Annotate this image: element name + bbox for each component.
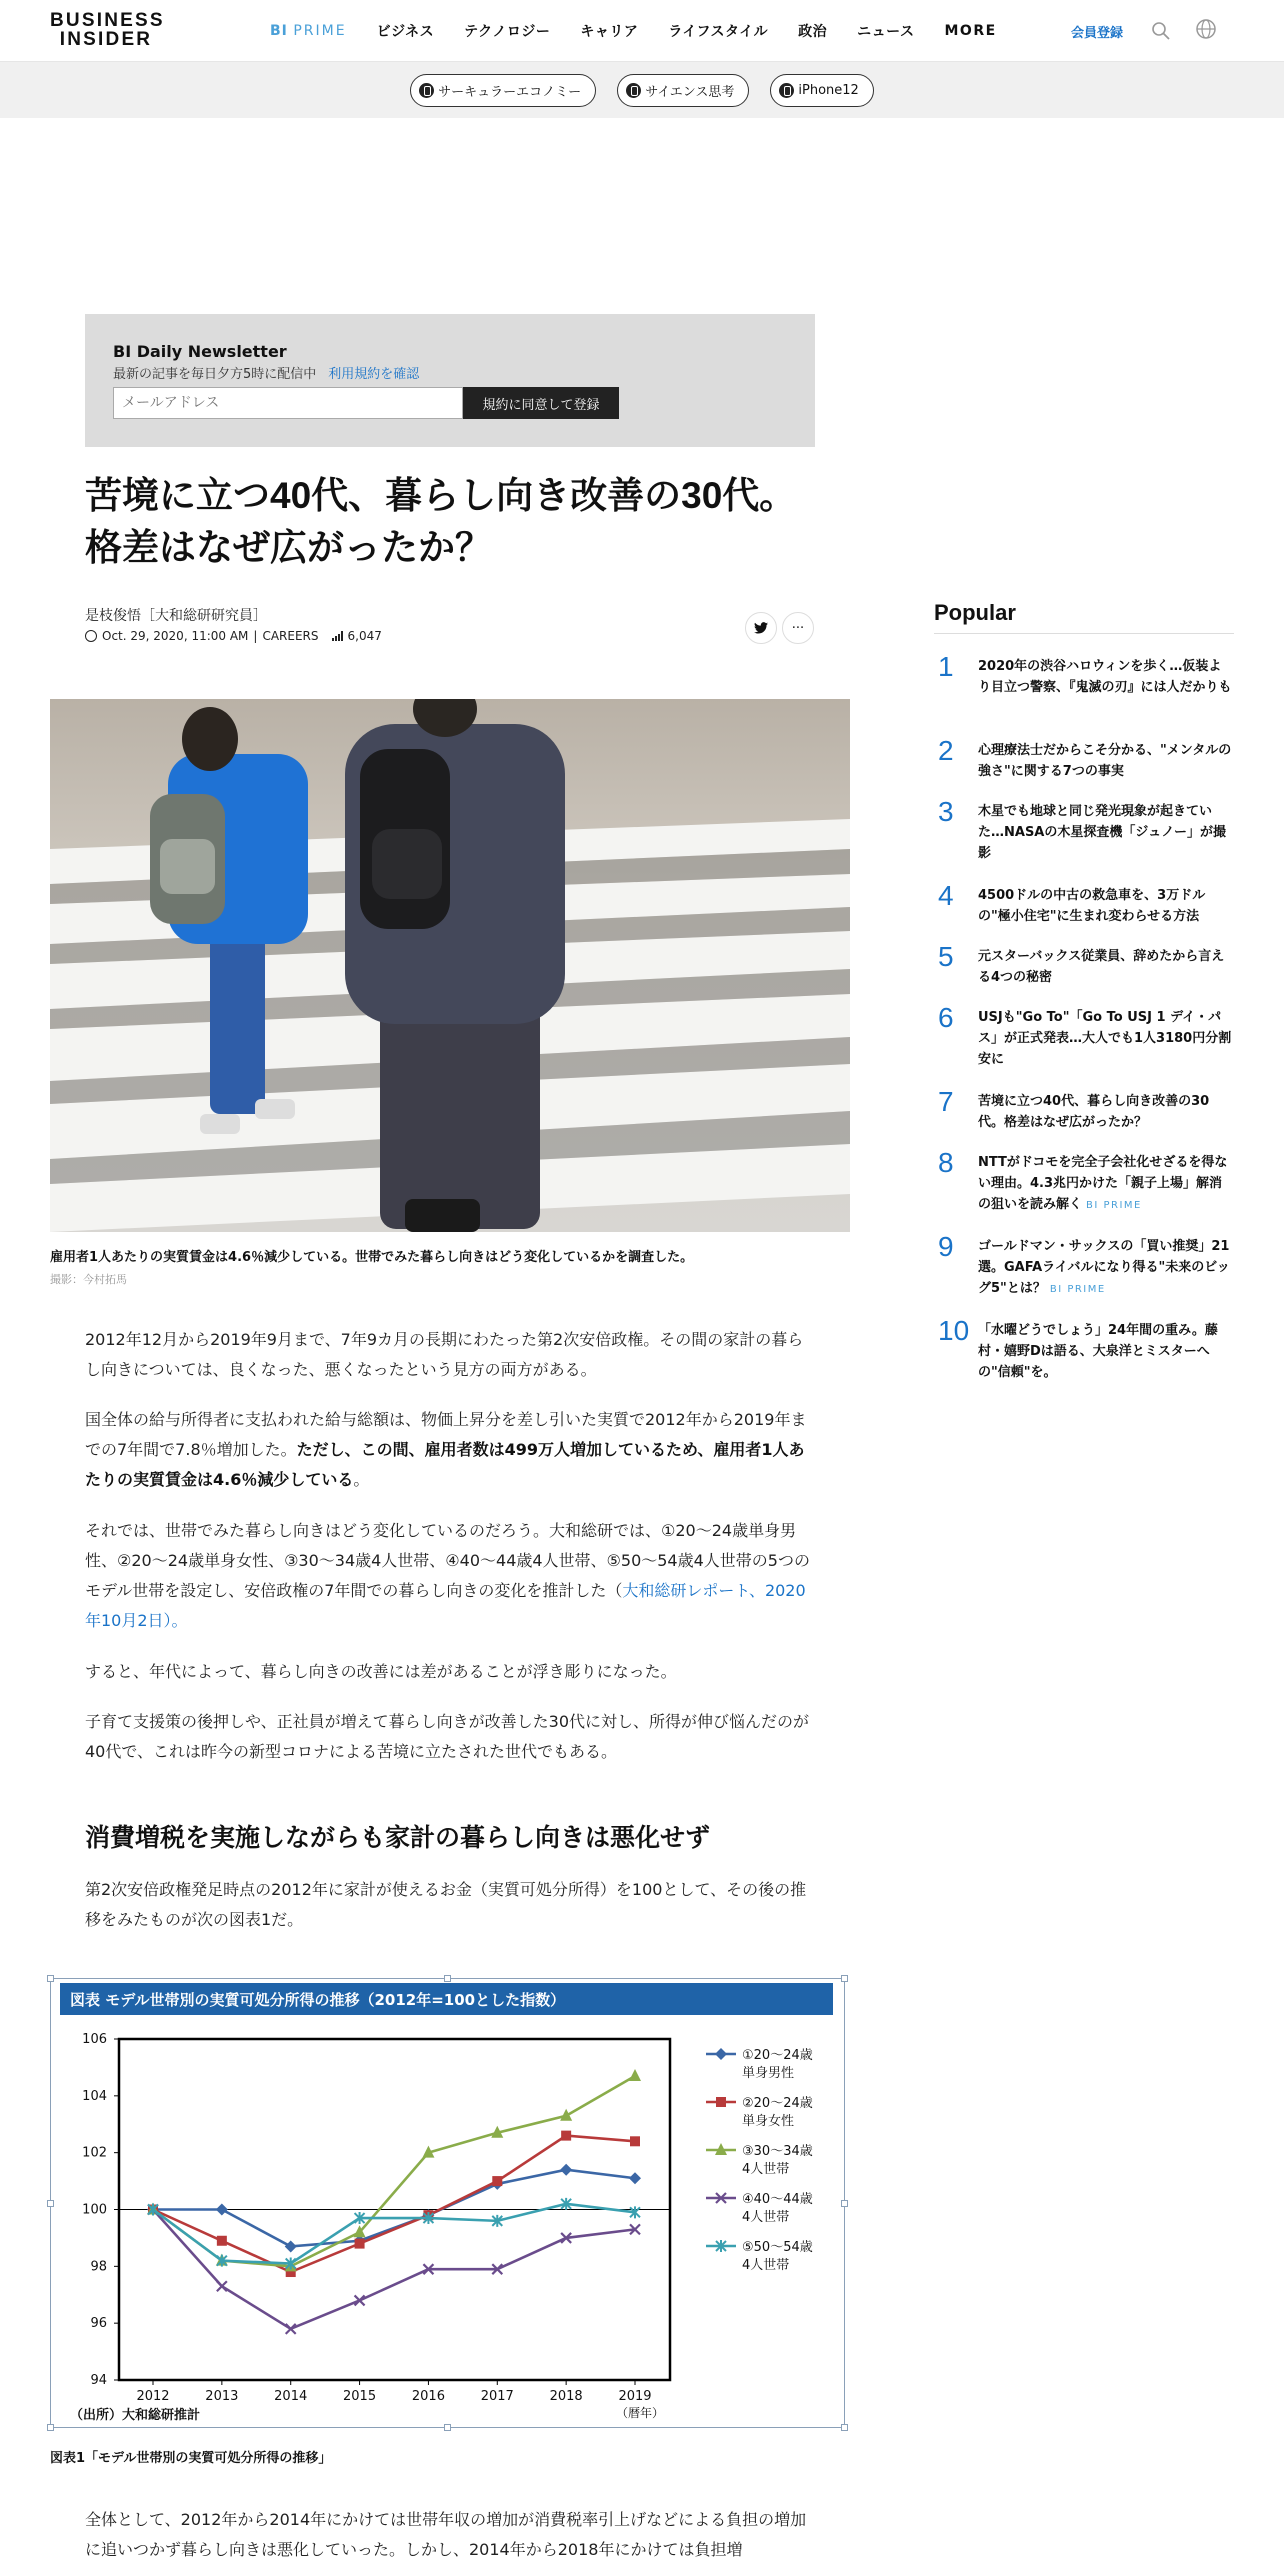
paragraph-1: 2012年12月から2019年9月まで、7年9カ月の長期にわたった第2次安倍政権。その間の家計の暮らし向きについては、良くなった、悪くなったという見方の両方がある。 <box>85 1330 804 1379</box>
data-point-4 <box>286 2324 296 2334</box>
paragraph-7: 全体として、2012年から2014年にかけては世帯年収の増加が消費税率引上げなどによる負担の増加に追いつかず暮らし向きは悪化していった。しかし、2014年から2018年にかけては負担増 <box>85 2510 807 2559</box>
popular-headline-text: USJも"Go To"「Go To USJ 1 デイ・パス」が正式発表…大人でも1人3180円分割安に <box>978 1010 1232 1067</box>
legend-label: ①20〜24歳 <box>742 2048 813 2063</box>
data-point-2 <box>561 2131 571 2141</box>
email-field[interactable] <box>113 387 463 419</box>
x-tick-label: 2018 <box>549 2389 583 2404</box>
x-tick-label: 2017 <box>480 2389 514 2404</box>
site-logo[interactable] <box>50 10 165 50</box>
globe-icon[interactable] <box>1195 18 1217 40</box>
y-tick-label: 96 <box>90 2316 107 2332</box>
data-point-1 <box>285 2240 297 2252</box>
paragraph-2-text: 国全体の給与所得者に支払われた給与総額は、物価上昇分を差し引いた実質で2012年から2019年までの7年間で7.8％増加した。 <box>85 1410 807 1459</box>
paragraph-2 <box>85 1405 810 1495</box>
bi-prime-badge: BI PRIME <box>1049 1284 1106 1295</box>
twitter-icon <box>754 622 768 634</box>
data-point-1 <box>629 2172 641 2184</box>
logo-line-2: INSIDER <box>59 29 153 50</box>
x-tick-label: 2015 <box>343 2389 377 2404</box>
figure-caption: 図表1「モデル世帯別の実質可処分所得の推移」 <box>50 2451 332 2466</box>
bi-prime-badge: BI PRIME <box>1086 1200 1142 1211</box>
topic-label: サーキュラーエコノミー <box>438 84 582 100</box>
topic-label: iPhone12 <box>798 82 859 98</box>
bi-mark: BI <box>270 23 288 39</box>
chart-title: 図表 モデル世帯別の実質可処分所得の推移（2012年=100とした指数） <box>70 1991 566 2009</box>
popular-item[interactable] <box>934 1148 1234 1216</box>
legend-label: 4人世帯 <box>742 2258 790 2273</box>
popular-item[interactable] <box>934 652 1234 698</box>
data-point-4 <box>355 2295 365 2305</box>
data-point-2 <box>492 2176 502 2186</box>
newsletter-title: BI Daily Newsletter <box>113 342 287 361</box>
y-tick-label: 106 <box>82 2032 107 2047</box>
nav-news[interactable]: ニュース <box>857 24 915 40</box>
resize-handle[interactable] <box>47 2200 54 2207</box>
resize-handle[interactable] <box>47 2424 54 2431</box>
prime-mark: PRIME <box>293 23 347 39</box>
terms-link[interactable]: 利用規約を確認 <box>328 367 420 382</box>
search-icon[interactable] <box>1151 21 1171 41</box>
legend-label: 単身女性 <box>742 2114 795 2129</box>
paragraph-4: すると、年代によって、暮らし向きの改善には差があることが浮き彫りになった。 <box>85 1662 677 1681</box>
data-point-2 <box>355 2239 365 2249</box>
data-point-1 <box>216 2204 228 2216</box>
y-tick-label: 94 <box>90 2373 107 2388</box>
popular-headline-text: 4500ドルの中古の救急車を、3万ドルの"極小住宅"に生まれ変わらせる方法 <box>978 888 1206 924</box>
resize-handle[interactable] <box>47 1975 54 1982</box>
popular-headline <box>978 736 1234 782</box>
view-count: 6,047 <box>347 629 382 643</box>
resize-handle[interactable] <box>841 2424 848 2431</box>
paragraph-3 <box>85 1516 810 1636</box>
tag-icon <box>779 83 794 98</box>
popular-headline <box>978 942 1234 988</box>
y-tick-label: 98 <box>90 2259 107 2275</box>
article-meta <box>85 629 382 643</box>
data-point-2 <box>217 2236 227 2246</box>
paragraph-2-end: 。 <box>353 1470 370 1489</box>
photo-credit: 撮影：今村拓馬 <box>50 1273 127 1286</box>
section-heading: 消費増税を実施しながらも家計の暮らし向きは悪化せず <box>85 1824 711 1852</box>
x-tick-label: 2019 <box>618 2389 652 2404</box>
topic-label: サイエンス思考 <box>645 84 735 100</box>
ellipsis-icon: ··· <box>791 620 805 636</box>
publish-date: Oct. 29, 2020, 11:00 AM <box>102 629 249 643</box>
popular-item[interactable] <box>934 736 1234 782</box>
popular-rank: 2 <box>938 735 954 766</box>
popular-item[interactable] <box>934 1232 1234 1300</box>
newsletter-subtitle <box>113 363 419 382</box>
legend-label: 単身男性 <box>742 2066 795 2081</box>
popular-headline-text: 元スターバックス従業員、辞めたから言える4つの秘密 <box>978 949 1225 985</box>
y-tick-label: 100 <box>82 2202 107 2218</box>
y-tick-label: 104 <box>82 2088 107 2104</box>
views-icon <box>332 631 343 641</box>
legend-label: ④40〜44歳 <box>742 2192 813 2207</box>
popular-rank: 3 <box>938 796 954 827</box>
x-tick-label: 2013 <box>205 2389 239 2404</box>
legend-label: 4人世帯 <box>742 2210 790 2225</box>
popular-rank: 5 <box>938 941 954 972</box>
data-point-1 <box>560 2164 572 2176</box>
popular-headline-text: NTTがドコモを完全子会社化せざるを得ない理由。4.3兆円かけた「親子上場」解消の狙いを読み解く <box>978 1155 1228 1212</box>
popular-rank: 6 <box>938 1002 954 1033</box>
twitter-share-button[interactable] <box>745 612 777 644</box>
resize-handle[interactable] <box>841 2200 848 2207</box>
nav-career[interactable]: キャリア <box>580 24 639 40</box>
tag-icon <box>626 83 641 98</box>
legend-marker <box>715 2048 727 2060</box>
nav-politics[interactable]: 政治 <box>798 24 828 40</box>
topics-bar <box>0 62 1284 118</box>
popular-rank: 7 <box>938 1086 954 1117</box>
popular-headline <box>978 1232 1234 1300</box>
report-link[interactable]: 大和総研レポート、2020年10月2日 <box>85 1581 806 1630</box>
popular-rank: 8 <box>938 1147 954 1178</box>
resize-handle[interactable] <box>841 1975 848 1982</box>
legend-label: 4人世帯 <box>742 2162 790 2177</box>
popular-item[interactable] <box>934 881 1234 927</box>
x-tick-label: 2012 <box>136 2389 170 2404</box>
income-chart <box>51 1979 844 2427</box>
hero-photo <box>50 699 850 1232</box>
legend-label: ③30〜34歳 <box>742 2144 813 2159</box>
logo-line-1: BUSINESS <box>50 10 165 31</box>
chart-figure[interactable] <box>50 1978 845 2428</box>
popular-rank: 1 <box>938 651 954 682</box>
legend-label: ⑤50〜54歳 <box>742 2240 813 2255</box>
popular-title: Popular <box>934 600 1016 625</box>
popular-item[interactable] <box>934 1316 1234 1383</box>
popular-headline-text: 2020年の渋谷ハロウィンを歩く…仮装より目立つ警察、『鬼滅の刃』には人だかりも <box>978 659 1232 695</box>
topic-science-thinking[interactable] <box>617 74 749 107</box>
y-tick-label: 102 <box>82 2145 107 2161</box>
x-axis-unit: （暦年） <box>616 2406 665 2420</box>
popular-item[interactable] <box>934 1087 1234 1133</box>
nav-bi-prime[interactable] <box>270 23 347 39</box>
popular-headline-text: 「水曜どうでしょう」24年間の重み。藤村・嬉野Dは語る、大泉洋とミスターへの"信頼"を。 <box>978 1323 1218 1380</box>
resize-handle[interactable] <box>444 1975 451 1982</box>
crosswalk-photo <box>50 699 850 1232</box>
newsletter-subtitle-text: 最新の記事を毎日夕方5時に配信中 <box>113 367 317 382</box>
more-share-button[interactable] <box>782 612 814 644</box>
nav-more[interactable]: MORE <box>944 23 997 39</box>
popular-rank: 4 <box>938 880 954 911</box>
paragraph-3-end: ）。 <box>163 1611 188 1630</box>
newsletter-box <box>85 314 815 447</box>
popular-headline <box>978 1003 1234 1070</box>
topic-circular-economy[interactable] <box>410 74 596 107</box>
site-header <box>0 0 1284 62</box>
popular-headline <box>978 652 1234 698</box>
x-tick-label: 2014 <box>274 2389 308 2404</box>
popular-divider <box>934 633 1234 634</box>
photo-caption: 雇用者1人あたりの実質賃金は4.6％減少している。世帯でみた暮らし向きはどう変化しているかを調査した。 <box>50 1250 694 1265</box>
tag-icon <box>419 83 434 98</box>
resize-handle[interactable] <box>444 2424 451 2431</box>
topic-iphone12[interactable] <box>770 74 873 107</box>
popular-item[interactable] <box>934 797 1234 864</box>
meta-separator: | <box>253 629 258 643</box>
nav-business[interactable]: ビジネス <box>376 24 435 40</box>
popular-headline-text: 心理療法士だからこそ分かる、"メンタルの強さ"に関する7つの事実 <box>978 743 1232 779</box>
paragraph-6: 第2次安倍政権発足時点の2012年に家計が使えるお金（実質可処分所得）を100として、その後の推移をみたものが次の図表1だ。 <box>85 1880 807 1929</box>
popular-headline-text: 苦境に立つ40代、暮らし向き改善の30代。格差はなぜ広がったか？ <box>978 1094 1210 1130</box>
chart-source: （出所）大和総研推計 <box>70 2408 201 2423</box>
article-headline: 苦境に立つ40代、暮らし向き改善の30代。格差はなぜ広がったか？ <box>85 475 797 568</box>
nav-lifestyle[interactable]: ライフスタイル <box>668 24 769 40</box>
legend-label: ②20〜24歳 <box>742 2096 813 2111</box>
popular-headline-text: 木星でも地球と同じ発光現象が起きていた…NASAの木星探査機「ジュノー」が撮影 <box>978 804 1226 861</box>
popular-headline <box>978 1148 1234 1216</box>
data-point-3 <box>629 2069 641 2081</box>
clock-icon <box>85 630 97 642</box>
popular-headline <box>978 881 1234 927</box>
category-link[interactable]: CAREERS <box>262 629 319 643</box>
data-point-4 <box>217 2281 227 2291</box>
popular-rank: 10 <box>938 1315 970 1346</box>
legend-marker <box>716 2097 726 2107</box>
popular-headline-text: ゴールドマン・サックスの「買い推奨」21選。GAFAライバルになり得る"未来のビッグ5"とは？ <box>978 1239 1230 1296</box>
paragraph-5: 子育て支援策の後押しや、正社員が増えて暮らし向きが改善した30代に対し、所得が伸び悩んだのが40代で、これは昨今の新型コロナによる苦境に立たされた世代でもある。 <box>85 1712 810 1761</box>
popular-item[interactable] <box>934 942 1234 988</box>
popular-rank: 9 <box>938 1231 954 1262</box>
popular-item[interactable] <box>934 1003 1234 1070</box>
nav-technology[interactable]: テクノロジー <box>464 24 551 40</box>
data-point-2 <box>630 2136 640 2146</box>
main-nav <box>270 0 997 62</box>
author-byline[interactable]: 是枝俊悟［大和総研研究員］ <box>85 608 267 624</box>
newsletter-submit-button[interactable]: 規約に同意して登録 <box>463 387 619 419</box>
popular-headline <box>978 1316 1234 1383</box>
paragraph-2-emphasis: ただし、この間、雇用者数は499万人増加しているため、雇用者1人あたりの実質賃金は4.6％減少している <box>85 1440 805 1489</box>
popular-headline <box>978 1087 1234 1133</box>
paragraph-3-text: それでは、世帯でみた暮らし向きはどう変化しているのだろう。大和総研では、①20〜24歳単身男性、②20〜24歳単身女性、③30〜34歳4人世帯、④40〜44歳4人世帯、⑤50〜54歳4人世帯の5つのモデル世帯を設定し、安倍政権の7年間での暮らし向きの変化を推計した（ <box>85 1521 810 1600</box>
popular-headline <box>978 797 1234 864</box>
register-link[interactable]: 会員登録 <box>1071 26 1124 41</box>
x-tick-label: 2016 <box>411 2389 445 2404</box>
